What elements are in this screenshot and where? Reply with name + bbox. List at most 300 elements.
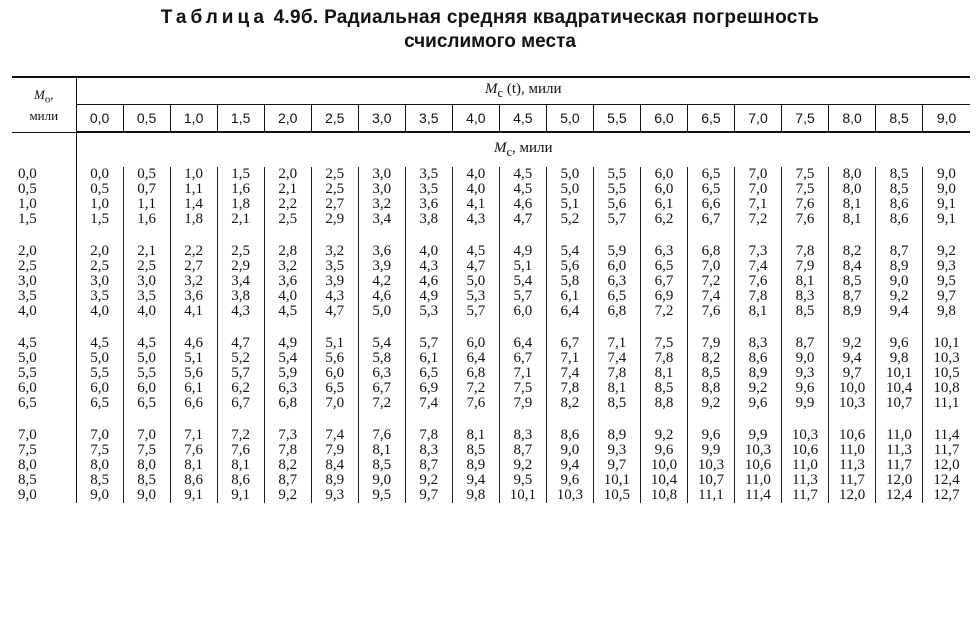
table-cell: 9,0 <box>937 181 956 197</box>
table-cell: 7,8 <box>640 351 687 366</box>
table-cell: 7,0 <box>687 259 734 274</box>
table-cell: 8,9 <box>593 428 640 443</box>
table-cell: 8,9 <box>829 304 876 319</box>
table-cell: 9,9 <box>782 396 829 411</box>
table-cell: 9,5 <box>358 488 405 503</box>
table-cell: 10,1 <box>499 488 546 503</box>
table-cell: 12,0 <box>829 488 876 503</box>
table-cell: 7,1 <box>546 351 593 366</box>
table-cell: 2,7 <box>311 197 358 212</box>
table-cell: 6,7 <box>546 336 593 351</box>
table-cell: 5,7 <box>499 289 546 304</box>
table-cell: 2,9 <box>311 212 358 227</box>
row-header: 6,0 <box>12 381 76 396</box>
table-cell: 6,7 <box>499 351 546 366</box>
table-cell: 1,8 <box>217 197 264 212</box>
table-cell: 8,1 <box>829 212 876 227</box>
table-cell: 6,3 <box>358 366 405 381</box>
table-cell: 11,7 <box>933 442 960 458</box>
table-cell: 5,7 <box>452 304 499 319</box>
table-row <box>12 167 970 182</box>
table-cell: 7,9 <box>311 443 358 458</box>
group-spacer <box>12 411 970 428</box>
table-row <box>12 336 970 351</box>
corner-symbol: M <box>34 86 45 102</box>
table-cell: 5,9 <box>264 366 311 381</box>
table-cell: 8,5 <box>687 366 734 381</box>
table-cell: 6,3 <box>640 244 687 259</box>
table-cell: 3,2 <box>358 197 405 212</box>
table-cell: 6,4 <box>452 351 499 366</box>
table-cell: 5,6 <box>546 259 593 274</box>
table-cell: 8,1 <box>170 458 217 473</box>
table-cell: 11,3 <box>782 473 829 488</box>
spacer-cell <box>734 319 781 336</box>
table-cell: 1,1 <box>170 182 217 197</box>
row-header: 8,5 <box>12 473 76 488</box>
table-cell: 11,0 <box>829 443 876 458</box>
column-header: 6,0 <box>640 105 687 133</box>
table-cell: 3,8 <box>405 212 452 227</box>
spacer-cell <box>546 227 593 244</box>
row-header: 5,5 <box>12 366 76 381</box>
table-cell: 2,5 <box>311 182 358 197</box>
table-cell: 5,1 <box>546 197 593 212</box>
column-header: 1,5 <box>217 105 264 133</box>
table-cell: 5,2 <box>217 351 264 366</box>
table-cell: 7,5 <box>123 443 170 458</box>
table-cell: 2,2 <box>170 244 217 259</box>
table-row <box>12 428 970 443</box>
table-cell: 8,3 <box>782 289 829 304</box>
table-cell: 5,8 <box>546 274 593 289</box>
table-cell: 9,0 <box>76 488 123 503</box>
row-header: 3,5 <box>12 289 76 304</box>
table-cell: 1,6 <box>123 212 170 227</box>
table-cell: 6,5 <box>405 366 452 381</box>
spacer-cell <box>76 227 123 244</box>
table-cell: 9,2 <box>405 473 452 488</box>
table-cell: 6,0 <box>640 182 687 197</box>
spacer-cell <box>546 319 593 336</box>
table-cell: 3,0 <box>358 167 405 182</box>
table-cell: 6,0 <box>76 381 123 396</box>
table-cell: 6,0 <box>452 336 499 351</box>
table-cell: 4,3 <box>452 212 499 227</box>
table-cell: 7,2 <box>640 304 687 319</box>
table-row <box>12 396 970 411</box>
table-cell: 9,6 <box>734 396 781 411</box>
table-cell: 8,7 <box>876 244 923 259</box>
table-cell: 2,1 <box>217 212 264 227</box>
table-cell: 5,0 <box>358 304 405 319</box>
table-cell: 4,6 <box>170 336 217 351</box>
table-cell: 11,0 <box>876 428 923 443</box>
table-cell: 8,1 <box>782 274 829 289</box>
table-cell: 7,6 <box>782 212 829 227</box>
table-cell: 9,4 <box>546 458 593 473</box>
title-line-2: счислимого места <box>404 31 576 52</box>
table-cell: 9,2 <box>499 458 546 473</box>
table-cell: 6,0 <box>499 304 546 319</box>
spacer-cell <box>358 227 405 244</box>
row-header: 4,0 <box>12 304 76 319</box>
table-cell: 5,7 <box>593 212 640 227</box>
table-cell: 5,4 <box>358 336 405 351</box>
table-cell: 8,1 <box>829 197 876 212</box>
spacer-cell <box>405 411 452 428</box>
table-cell: 0,5 <box>76 182 123 197</box>
spacer-cell <box>923 227 970 244</box>
table-cell: 9,7 <box>829 366 876 381</box>
table-cell: 10,0 <box>829 381 876 396</box>
table-cell: 4,9 <box>264 336 311 351</box>
table-cell: 6,1 <box>640 197 687 212</box>
table-cell: 8,5 <box>76 473 123 488</box>
sub-header-corner <box>12 132 76 167</box>
table-cell: 7,2 <box>734 212 781 227</box>
row-header: 4,5 <box>12 336 76 351</box>
table-cell: 9,2 <box>876 289 923 304</box>
table-cell: 10,4 <box>876 381 923 396</box>
table-cell: 9,5 <box>499 473 546 488</box>
table-cell: 5,5 <box>123 366 170 381</box>
table-cell: 9,3 <box>937 258 956 274</box>
table-cell: 5,4 <box>499 274 546 289</box>
spacer-cell <box>640 411 687 428</box>
table-cell: 8,6 <box>546 428 593 443</box>
column-header: 8,0 <box>829 105 876 133</box>
table-cell: 7,9 <box>782 259 829 274</box>
table-cell: 8,2 <box>829 244 876 259</box>
row-header: 3,0 <box>12 274 76 289</box>
table-cell: 3,6 <box>405 197 452 212</box>
table-cell: 1,8 <box>170 212 217 227</box>
table-cell: 6,8 <box>687 244 734 259</box>
spacer-cell <box>76 411 123 428</box>
table-cell: 7,3 <box>264 428 311 443</box>
table-cell: 6,5 <box>76 396 123 411</box>
table-cell: 1,0 <box>76 197 123 212</box>
spacer-cell <box>876 319 923 336</box>
spacer-cell <box>264 227 311 244</box>
table-cell: 3,8 <box>217 289 264 304</box>
corner-sub: o <box>44 93 51 106</box>
table-cell: 11,7 <box>829 473 876 488</box>
table-cell: 8,2 <box>264 458 311 473</box>
table-cell: 4,5 <box>76 336 123 351</box>
row-header: 6,5 <box>12 396 76 411</box>
table-cell: 6,7 <box>217 396 264 411</box>
table-row <box>12 274 970 289</box>
spacer-cell <box>687 227 734 244</box>
spacer-cell <box>499 319 546 336</box>
table-cell: 3,9 <box>311 274 358 289</box>
table-cell: 8,5 <box>876 182 923 197</box>
table-cell: 5,1 <box>499 259 546 274</box>
table-cell: 9,0 <box>937 166 956 182</box>
table-cell: 6,7 <box>687 212 734 227</box>
table-cell: 4,7 <box>499 212 546 227</box>
table-cell: 11,3 <box>829 458 876 473</box>
table-cell: 7,9 <box>499 396 546 411</box>
table-cell: 5,6 <box>311 351 358 366</box>
table-cell: 8,7 <box>782 336 829 351</box>
table-cell: 9,3 <box>782 366 829 381</box>
table-cell: 9,1 <box>937 196 956 212</box>
table-cell: 5,1 <box>311 336 358 351</box>
table-cell: 9,4 <box>452 473 499 488</box>
table-cell: 7,5 <box>76 443 123 458</box>
table-cell: 9,9 <box>734 428 781 443</box>
table-cell: 5,7 <box>217 366 264 381</box>
table-cell: 8,1 <box>734 304 781 319</box>
table-cell: 8,1 <box>640 366 687 381</box>
table-cell: 10,7 <box>876 396 923 411</box>
table-cell: 9,2 <box>829 336 876 351</box>
table-row <box>12 289 970 304</box>
row-header: 0,5 <box>12 182 76 197</box>
table-row <box>12 197 970 212</box>
table-cell: 10,4 <box>640 473 687 488</box>
table-cell: 9,2 <box>734 381 781 396</box>
table-cell: 8,6 <box>876 212 923 227</box>
table-cell: 8,5 <box>123 473 170 488</box>
table-cell: 7,6 <box>734 274 781 289</box>
table-cell: 9,0 <box>782 351 829 366</box>
spacer-cell <box>829 319 876 336</box>
table-cell: 5,0 <box>546 182 593 197</box>
spacer-cell <box>123 411 170 428</box>
table-cell: 6,4 <box>546 304 593 319</box>
table-cell: 7,8 <box>405 428 452 443</box>
table-row <box>12 443 970 458</box>
spacer-cell <box>311 411 358 428</box>
spacer-cell <box>217 227 264 244</box>
table-cell: 9,8 <box>876 351 923 366</box>
spacer-cell <box>546 411 593 428</box>
sub-header-rest: , мили <box>512 140 553 156</box>
sub-header-sub: c <box>506 145 513 159</box>
table-cell: 6,3 <box>264 381 311 396</box>
table-cell: 5,0 <box>452 274 499 289</box>
table-cell: 1,1 <box>123 197 170 212</box>
table-cell: 9,7 <box>937 288 956 304</box>
table-cell: 10,3 <box>933 350 960 366</box>
table-cell: 5,8 <box>358 351 405 366</box>
table-cell: 8,7 <box>499 443 546 458</box>
table-cell: 8,5 <box>358 458 405 473</box>
column-header: 8,5 <box>876 105 923 133</box>
table-cell: 10,8 <box>640 488 687 503</box>
column-header: 6,5 <box>687 105 734 133</box>
table-cell: 9,2 <box>264 488 311 503</box>
table-cell: 7,0 <box>734 182 781 197</box>
spacer-cell <box>217 319 264 336</box>
table-cell: 3,5 <box>405 167 452 182</box>
table-cell: 9,6 <box>546 473 593 488</box>
table-cell: 8,8 <box>640 396 687 411</box>
table-cell: 12,0 <box>876 473 923 488</box>
table-cell: 6,0 <box>311 366 358 381</box>
top-header-rest: (t), мили <box>503 81 562 97</box>
table-cell: 4,6 <box>405 274 452 289</box>
spacer-cell <box>687 319 734 336</box>
error-table <box>12 76 970 503</box>
spacer-cell <box>12 319 76 336</box>
table-cell: 8,1 <box>452 428 499 443</box>
table-title <box>0 6 980 54</box>
table-cell: 4,3 <box>217 304 264 319</box>
row-header: 2,0 <box>12 244 76 259</box>
table-cell: 2,5 <box>311 167 358 182</box>
table-cell: 3,5 <box>123 289 170 304</box>
column-header: 0,5 <box>123 105 170 133</box>
table-cell: 2,1 <box>264 182 311 197</box>
table-cell: 8,3 <box>734 336 781 351</box>
table-cell: 10,3 <box>546 488 593 503</box>
spacer-cell <box>687 411 734 428</box>
title-lead: Таблица <box>160 7 268 28</box>
spacer-cell <box>782 319 829 336</box>
table-cell: 7,4 <box>311 428 358 443</box>
column-header: 4,5 <box>499 105 546 133</box>
table-row <box>12 212 970 227</box>
table-cell: 5,0 <box>76 351 123 366</box>
table-cell: 2,5 <box>76 259 123 274</box>
table-cell: 8,3 <box>499 428 546 443</box>
table-cell: 7,0 <box>311 396 358 411</box>
table-cell: 0,0 <box>76 167 123 182</box>
table-cell: 6,6 <box>170 396 217 411</box>
spacer-cell <box>264 319 311 336</box>
table-cell: 3,6 <box>264 274 311 289</box>
table-cell: 10,3 <box>687 458 734 473</box>
spacer-cell <box>593 411 640 428</box>
table-cell: 9,2 <box>687 396 734 411</box>
table-cell: 4,5 <box>499 182 546 197</box>
spacer-cell <box>593 319 640 336</box>
table-cell: 8,0 <box>123 458 170 473</box>
table-cell: 10,7 <box>687 473 734 488</box>
table-cell: 7,4 <box>593 351 640 366</box>
table-cell: 8,8 <box>687 381 734 396</box>
table-cell: 9,8 <box>452 488 499 503</box>
table-cell: 10,1 <box>593 473 640 488</box>
table-cell: 8,0 <box>829 167 876 182</box>
top-header <box>76 77 970 105</box>
table-cell: 7,5 <box>782 182 829 197</box>
table-cell: 7,8 <box>782 244 829 259</box>
table-cell: 5,6 <box>170 366 217 381</box>
spacer-cell <box>593 227 640 244</box>
table-cell: 7,5 <box>499 381 546 396</box>
table-cell: 8,2 <box>687 351 734 366</box>
table-cell: 2,5 <box>123 259 170 274</box>
table-cell: 0,7 <box>123 182 170 197</box>
table-cell: 6,2 <box>640 212 687 227</box>
table-row <box>12 304 970 319</box>
sub-header <box>76 132 970 167</box>
table-cell: 11,7 <box>782 488 829 503</box>
column-header: 2,0 <box>264 105 311 133</box>
table-cell: 7,5 <box>640 336 687 351</box>
spacer-cell <box>782 411 829 428</box>
spacer-cell <box>452 227 499 244</box>
table-cell: 10,3 <box>734 443 781 458</box>
table-cell: 6,5 <box>593 289 640 304</box>
table-cell: 8,4 <box>311 458 358 473</box>
table-cell: 9,7 <box>405 488 452 503</box>
table-cell: 11,4 <box>734 488 781 503</box>
table-cell: 5,4 <box>546 244 593 259</box>
table-cell: 6,0 <box>593 259 640 274</box>
table-cell: 8,5 <box>829 274 876 289</box>
table-cell: 11,0 <box>782 458 829 473</box>
table-cell: 9,4 <box>876 304 923 319</box>
table-cell: 6,7 <box>640 274 687 289</box>
table-cell: 5,7 <box>405 336 452 351</box>
row-header: 8,0 <box>12 458 76 473</box>
table-cell: 8,5 <box>782 304 829 319</box>
spacer-cell <box>123 227 170 244</box>
table-cell: 10,1 <box>876 366 923 381</box>
table-cell: 5,3 <box>452 289 499 304</box>
table-cell: 10,6 <box>734 458 781 473</box>
table-cell: 7,8 <box>593 366 640 381</box>
column-header-row <box>12 105 970 133</box>
table-cell: 8,5 <box>452 443 499 458</box>
spacer-cell <box>499 227 546 244</box>
table-cell: 9,3 <box>593 443 640 458</box>
table-cell: 12,7 <box>933 487 960 503</box>
table-cell: 5,5 <box>593 182 640 197</box>
table-cell: 10,0 <box>640 458 687 473</box>
table-cell: 8,5 <box>593 396 640 411</box>
table-cell: 6,5 <box>687 167 734 182</box>
top-header-sub: c <box>497 86 504 100</box>
spacer-cell <box>405 319 452 336</box>
table-cell: 6,4 <box>499 336 546 351</box>
table-cell: 2,5 <box>264 212 311 227</box>
spacer-cell <box>640 319 687 336</box>
table-row <box>12 182 970 197</box>
table-cell: 9,9 <box>687 443 734 458</box>
title-rest: 4.9б. Радиальная средняя квадратическая погрешность <box>273 7 820 28</box>
row-header: 7,0 <box>12 428 76 443</box>
table-cell: 7,1 <box>734 197 781 212</box>
table-cell: 6,1 <box>405 351 452 366</box>
spacer-cell <box>734 227 781 244</box>
table-cell: 8,5 <box>640 381 687 396</box>
table-cell: 7,0 <box>76 428 123 443</box>
table-cell: 10,5 <box>593 488 640 503</box>
column-header: 5,0 <box>546 105 593 133</box>
table-cell: 3,2 <box>170 274 217 289</box>
table-cell: 7,1 <box>170 428 217 443</box>
corner-header: $M_o$, мили <box>12 77 76 132</box>
table-cell: 7,0 <box>734 167 781 182</box>
table-cell: 7,4 <box>734 259 781 274</box>
table-cell: 5,0 <box>123 351 170 366</box>
table-row <box>12 488 970 503</box>
table-cell: 8,1 <box>217 458 264 473</box>
table-cell: 7,0 <box>123 428 170 443</box>
table-cell: 5,5 <box>593 167 640 182</box>
table-cell: 3,0 <box>76 274 123 289</box>
table-cell: 2,7 <box>170 259 217 274</box>
table-cell: 7,4 <box>546 366 593 381</box>
